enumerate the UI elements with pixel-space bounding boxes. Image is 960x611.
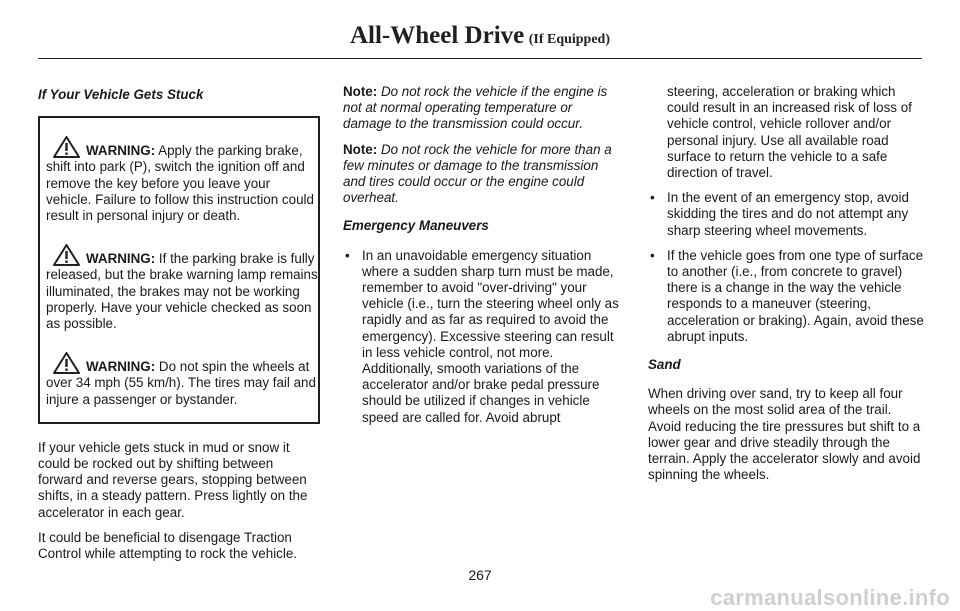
warning-text: If the parking brake is fully released, but the brake warning lamp remains illuminated, the brakes may not be working properly. Have your vehicle checked as soon as possible. (46, 251, 318, 332)
page-title: All-Wheel Drive (349, 22, 525, 49)
warning-triangle-icon (53, 352, 80, 374)
list-item: • In an unavoidable emergency situation where a sudden sharp turn must be made, remember to avoid "over-driving" your vehicle (i.e., turn the steering wheel only as rapidly and as far as required to avoid the emergency). Excessive steering can result in less vehicle control, not more. Additionally, smooth variations of the accelerator and/or brake pedal pressure should be utilized if changes in vehicle speed are called for. Avoid abrupt (343, 248, 621, 426)
column-1 (38, 84, 316, 571)
section-heading-emergency: Emergency Maneuvers (343, 218, 489, 234)
paragraph-traction-control: It could be beneficial to disengage Traction Control while attempting to rock the vehicle. (38, 529, 298, 562)
watermark: carmanualsonline.info (710, 585, 950, 610)
section-heading-sand: Sand (648, 357, 681, 373)
note-1 (343, 84, 621, 133)
warning-triangle-icon (53, 244, 80, 266)
warning-2 (46, 244, 318, 332)
column-2 (343, 84, 621, 435)
warning-3 (46, 352, 318, 408)
warning-label: WARNING: (86, 359, 156, 375)
warning-1 (46, 136, 318, 224)
note-label: Note: (343, 84, 378, 99)
paragraph-sand: When driving over sand, try to keep all four wheels on the most solid area of the trail. Avoid reducing the tire pressures but shift to a lower gear and drive steadily through the terrain. Apply the accelerator slowly and avoid spinning the wheels. (648, 386, 921, 483)
emergency-list-continued (648, 190, 926, 345)
warning-text: Apply the parking brake, shift into park (P), switch the ignition off and remove the key before you leave your vehicle. Failure to follow this instruction could result in personal injury or death. (46, 143, 314, 224)
warning-label: WARNING: (86, 251, 156, 267)
page-header (38, 14, 922, 59)
list-item: • If the vehicle goes from one type of surface to another (i.e., from concrete to gravel) there is a change in the way the vehicle responds to a maneuver (steering, acceleration or braking). Again, avoid these abrupt inputs. (648, 248, 926, 345)
list-item-continuation: steering, acceleration or braking which could result in an increased risk of loss of vehicle control, vehicle rollover and/or personal injury. Use all available road surface to return the vehicle to a safe direction of travel. (667, 84, 912, 181)
note-text: Do not rock the vehicle for more than a few minutes or damage to the transmission and tires could occur or the engine could overheat. (343, 141, 612, 206)
note-text: Do not rock the vehicle if the engine is not at normal operating temperature or damage to the transmission could occur. (343, 84, 608, 132)
note-2 (343, 142, 621, 207)
paragraph-rocking: If your vehicle gets stuck in mud or snow it could be rocked out by shifting between forward and reverse gears, stopping between shifts, in a steady pattern. Press lightly on the accelerator in each gear. (38, 439, 308, 520)
note-label: Note: (343, 141, 378, 157)
warning-box (38, 116, 320, 424)
page-subtitle: (If Equipped) (528, 32, 611, 47)
warning-text: Do not spin the wheels at over 34 mph (55 km/h). The tires may fail and injure a passenger or bystander. (46, 359, 316, 407)
section-heading-stuck: If Your Vehicle Gets Stuck (38, 87, 204, 102)
column-3 (648, 84, 926, 492)
list-item: • In the event of an emergency stop, avoid skidding the tires and do not attempt any sharp steering wheel movements. (648, 190, 926, 239)
emergency-list (343, 248, 621, 426)
warning-triangle-icon (53, 136, 80, 158)
page-number: 267 (468, 567, 492, 583)
warning-label: WARNING: (86, 143, 156, 159)
